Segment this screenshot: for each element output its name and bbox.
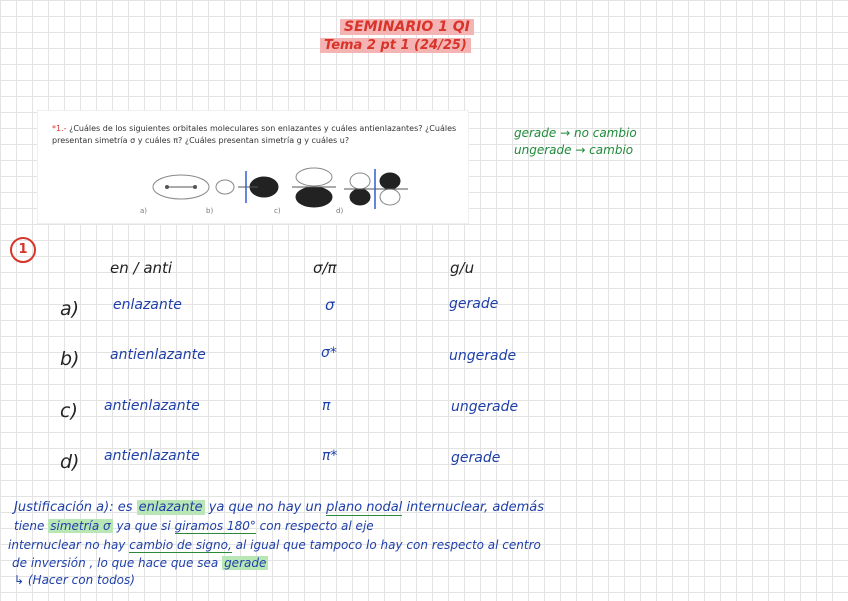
justification-text-2: internuclear, además bbox=[406, 500, 544, 515]
row-b-bond: antienlazante bbox=[110, 347, 206, 363]
highlight-gerade: gerade bbox=[224, 556, 267, 570]
orbital-b bbox=[216, 171, 278, 203]
row-b-gu: ungerade bbox=[449, 348, 517, 364]
justification-line-5: ↳ (Hacer con todos) bbox=[14, 573, 135, 587]
underline-giramos: giramos 180° bbox=[174, 519, 256, 533]
row-b-sym: σ* bbox=[321, 345, 337, 361]
justification-line-3 bbox=[8, 538, 541, 552]
row-c-label: c) bbox=[60, 400, 78, 422]
orbital-d bbox=[344, 169, 408, 209]
header-symmetry: σ/π bbox=[313, 259, 337, 277]
orbital-label-c: c) bbox=[274, 207, 281, 215]
row-a-gu: gerade bbox=[449, 296, 499, 312]
justification-line-2 bbox=[14, 519, 374, 533]
exercise-question-text: ¿Cuáles de los siguientes orbitales moleculares son enlazantes y cuáles antienlazantes? ¿Cuáles presentan simetría σ y cuáles π? ¿Cuáles presentan simetría g y cuáles u? bbox=[52, 124, 457, 145]
row-c-sym: π bbox=[322, 398, 331, 414]
row-a-sym: σ bbox=[325, 296, 335, 314]
highlight-enlazante: enlazante bbox=[138, 500, 203, 515]
orbital-c bbox=[292, 168, 336, 207]
side-note-ungerade: ungerade → cambio bbox=[514, 143, 634, 157]
justification-text-8: de inversión , lo que hace que sea bbox=[12, 556, 219, 570]
row-a-label: a) bbox=[60, 298, 80, 320]
orbital-label-a: a) bbox=[140, 207, 148, 215]
justification-line-4 bbox=[12, 556, 268, 570]
justification-intro: Justificación a): es bbox=[14, 500, 133, 515]
row-d-sym: π* bbox=[322, 448, 338, 464]
exercise-card bbox=[38, 111, 468, 223]
underline-plano-nodal: plano nodal bbox=[326, 500, 403, 515]
row-a-bond: enlazante bbox=[113, 297, 182, 313]
row-c-bond: antienlazante bbox=[104, 398, 200, 414]
exercise-number: *1.- bbox=[52, 124, 67, 133]
section-number-badge: 1 bbox=[10, 237, 36, 263]
orbital-a bbox=[153, 175, 209, 199]
justification-text-3: tiene bbox=[14, 519, 45, 533]
justification-text-4: ya que si bbox=[116, 519, 171, 533]
justification-text-7: al igual que tampoco lo hay con respecto al centro bbox=[235, 538, 541, 552]
header-gu: g/u bbox=[450, 259, 475, 277]
justification-text-6: internuclear no hay bbox=[8, 538, 126, 552]
orbital-label-b: b) bbox=[206, 207, 214, 215]
justification-text-1: ya que no hay un bbox=[208, 500, 322, 515]
row-c-gu: ungerade bbox=[451, 399, 519, 415]
page-subtitle-text: Tema 2 pt 1 (24/25) bbox=[320, 38, 471, 53]
header-bonding: en / anti bbox=[110, 259, 173, 277]
highlight-simetria-sigma: simetría σ bbox=[50, 519, 111, 533]
row-d-gu: gerade bbox=[451, 450, 501, 466]
row-d-label: d) bbox=[60, 451, 80, 473]
orbital-label-d: d) bbox=[336, 207, 344, 215]
side-note-gerade: gerade → no cambio bbox=[514, 126, 637, 140]
underline-cambio-signo: cambio de signo, bbox=[129, 538, 232, 552]
orbital-diagrams bbox=[38, 111, 468, 223]
justification-line-1 bbox=[14, 500, 544, 515]
row-b-label: b) bbox=[60, 348, 80, 370]
justification-text-5: con respecto al eje bbox=[259, 519, 374, 533]
page-subtitle bbox=[320, 38, 471, 53]
row-d-bond: antienlazante bbox=[104, 448, 200, 464]
page-title-text: SEMINARIO 1 QI bbox=[340, 19, 474, 35]
page-title bbox=[340, 19, 474, 35]
